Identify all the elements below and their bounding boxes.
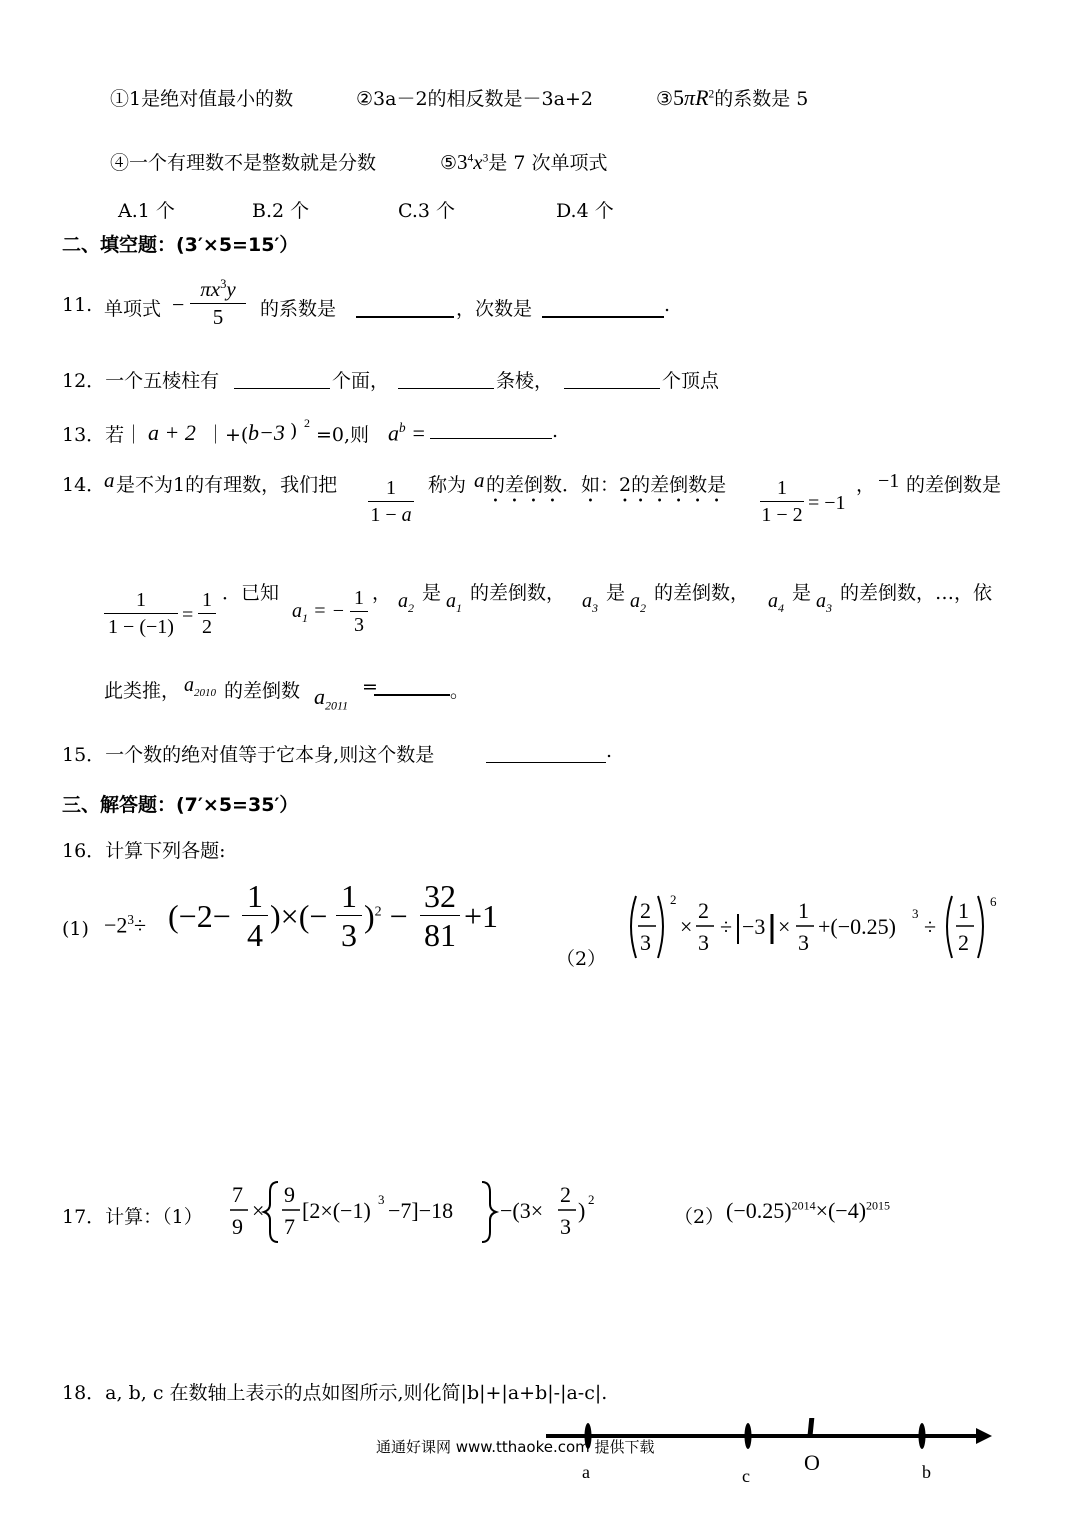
svg-text:2: 2 [698,898,709,923]
svg-text:9: 9 [284,1182,295,1207]
axis-label-a: a [582,1462,590,1482]
q10-option-b: B.2 个 [252,200,310,222]
svg-text:×: × [252,1198,265,1223]
q14-line3b: 的差倒数 [224,680,301,702]
q14-frac-def: 1 1 − a [368,478,414,525]
svg-text:×: × [778,914,791,939]
q14-line2c: 的差倒数， [470,582,566,604]
svg-text:6: 6 [990,894,997,909]
q11-number: 11. [62,294,93,316]
q10-statement-5: $⑤3^4x^3$是 7 次单项式 [440,150,608,174]
point-b-tick [919,1423,926,1449]
q13-exp: 2 [304,416,310,430]
axis-label-b: b [922,1462,931,1482]
svg-text:3: 3 [912,906,919,921]
q14-line1c: 的差倒数．如：2的差倒数是 [486,474,727,496]
q17-part1-expression [226,1176,606,1246]
q14-ex1-result: = −1 [808,492,846,514]
q12-t2: 个面， [332,370,390,392]
q14-number: 14． [62,474,106,496]
q11-fraction: $\pi x^3y$ 5 [190,278,246,328]
q13-end: . [552,420,559,442]
q14-a1-def: $a_1$ = − [292,600,345,625]
q10-option-a: A.1 个 [118,200,175,222]
axis-label-origin: O [804,1450,820,1475]
q17-text: 17．计算：（1） [62,1206,203,1228]
q16-part1-frac-quarter: 1 4 [242,880,268,951]
svg-text:3: 3 [560,1214,571,1239]
q13-expr-b: b−3 [248,420,285,445]
q14-line2f: 是 [792,582,812,604]
q13-blank[interactable] [430,420,552,439]
q13-expr-a: a + 2 [148,420,196,445]
q10-option-c: C.3 个 [398,200,456,222]
q11-mid2: ，次数是 [456,298,533,320]
q11-mid: 的系数是 [260,298,337,320]
q16-part1-expr-e: +1 [464,898,499,934]
q14-a1-sym: $a_1$ [446,590,462,615]
axis-label-c: c [742,1466,750,1486]
q12-blank-3[interactable] [564,368,660,389]
svg-text:÷: ÷ [924,914,937,939]
svg-text:2: 2 [670,892,677,907]
q14-ex2-eq: = [182,604,194,626]
q14-line2a: ．已知 [222,582,280,604]
q13-t3: ) [290,420,298,442]
q16-part1-expr-d: )$^2$ − [364,898,408,934]
origin-tick [810,1418,812,1436]
q14-line2d: 是 [606,582,626,604]
q14-a: a [104,468,115,492]
q14-line3a: 此类推， [104,680,181,702]
q16-part1-expr-b: (−2− [168,898,231,934]
q12-text: 12．一个五棱柱有 [62,370,220,392]
q16-part1-expr-c: )×(− [270,898,328,934]
svg-text:×: × [680,914,693,939]
q14-a3-sym: $a_3$ [582,590,598,615]
svg-text:3: 3 [798,930,809,955]
q16-part1-frac-third: 1 3 [336,880,362,951]
q17-part2-label: （2） [674,1206,725,1228]
svg-text:2: 2 [640,898,651,923]
svg-text:2: 2 [560,1182,571,1207]
footer-text: 通通好课网 www.tthaoke.com 提供下载 [376,1438,655,1456]
q16-part1-expr-a: $-2^3\div$ [104,912,147,938]
q10-statement-3: $③5\pi R^2$的系数是 5 [656,85,809,110]
q18-text: 18．a, b, c 在数轴上表示的点如图所示,则化简|b|+|a+b|-|a-c|. [62,1382,608,1404]
q14-comma: ， [372,582,392,604]
svg-text:1: 1 [798,898,809,923]
point-c-tick [745,1423,752,1449]
svg-text:÷: ÷ [720,914,733,939]
q14-neg1: −1 [878,470,900,492]
section-2-title: 二、填空题：(3′×5=15′） [62,234,299,256]
q10-statement-2: ②3a－2的相反数是－3a+2 [356,88,593,110]
svg-text:1: 1 [958,898,969,923]
svg-text:[2×(−1): [2×(−1) [302,1198,371,1223]
q16-text: 16．计算下列各题: [62,840,226,862]
q12-t4: 个顶点 [662,370,720,392]
q16-part2-expression [622,888,1022,968]
q14-line1d: ， [856,474,876,496]
q14-line1b: 称为 [428,474,467,496]
q14-a2010: $a_{2010}$ [184,674,216,699]
svg-text:−3: −3 [742,914,766,939]
q14-line3c: = [362,676,378,698]
q14-line2g: 的差倒数，…，依 [840,582,993,604]
q11-minus: − [172,292,185,317]
q12-blank-1[interactable] [234,368,330,389]
q14-line1e: 的差倒数是 [906,474,1002,496]
q14-a2011: $a_{2011}$ [314,684,349,713]
q14-blank[interactable] [374,680,450,696]
svg-text:9: 9 [232,1214,243,1239]
svg-text:7: 7 [284,1214,295,1239]
q10-option-d: D.4 个 [556,200,614,222]
svg-text:): ) [578,1198,586,1223]
svg-text:7: 7 [232,1182,243,1207]
q14-line2e: 的差倒数， [654,582,750,604]
q17-part2-expression: $(-0.25)^{2014}\times(-4)^{2015}$ [726,1198,891,1223]
q15-text: 15．一个数的绝对值等于它本身,则这个数是 [62,744,435,766]
q13-t4: =0,则 [316,424,370,446]
q11-blank-2[interactable] [542,296,664,318]
q14-a2: a [474,468,485,492]
svg-text:3: 3 [378,1192,385,1207]
svg-text:3: 3 [698,930,709,955]
svg-text:2: 2 [958,930,969,955]
q14-frac-half: 1 2 [198,590,216,637]
q15-blank[interactable] [486,742,606,763]
svg-text:3: 3 [640,930,651,955]
q16-part1-label: (1) [62,918,89,940]
q15-end: . [606,740,613,762]
q16-part1-frac-32-81: 32 81 [420,880,460,951]
q14-frac-third: 1 3 [350,588,368,635]
svg-text:−7]−18: −7]−18 [388,1198,454,1223]
q14-line2b: 是 [422,582,442,604]
q13-t2: ｜+( [206,424,249,446]
q14-a3b-sym: $a_3$ [816,590,832,615]
svg-text:2: 2 [588,1192,595,1207]
q11-pre: 单项式 [104,298,162,320]
q11-end: . [664,294,671,316]
q14-line3d: 。 [450,680,470,702]
q16-part2-label: （2） [556,948,607,970]
q13-number: 13．若｜ [62,424,144,446]
q13-ab: $a^b$ = [388,420,426,446]
axis-arrow [976,1428,992,1444]
section-3-title: 三、解答题：(7′×5=35′） [62,794,299,816]
svg-text:+(−0.25): +(−0.25) [818,914,896,939]
svg-text:−(3×: −(3× [500,1198,544,1223]
q10-statement-1: ①1是绝对值最小的数 [110,88,294,110]
q14-a2-sym: $a_2$ [398,590,414,615]
q11-blank-1[interactable] [356,296,454,318]
q14-frac-ex2: 1 1 − (−1) [104,590,178,637]
q14-a2b-sym: $a_2$ [630,590,646,615]
q10-statement-4: ④一个有理数不是整数就是分数 [110,152,377,174]
q12-t3: 条棱， [496,370,554,392]
q14-line1a: 是不为1的有理数，我们把 [116,474,338,496]
q12-blank-2[interactable] [398,368,494,389]
q14-frac-ex1: 1 1 − 2 [761,477,803,526]
q14-a4-sym: $a_4$ [768,590,784,615]
